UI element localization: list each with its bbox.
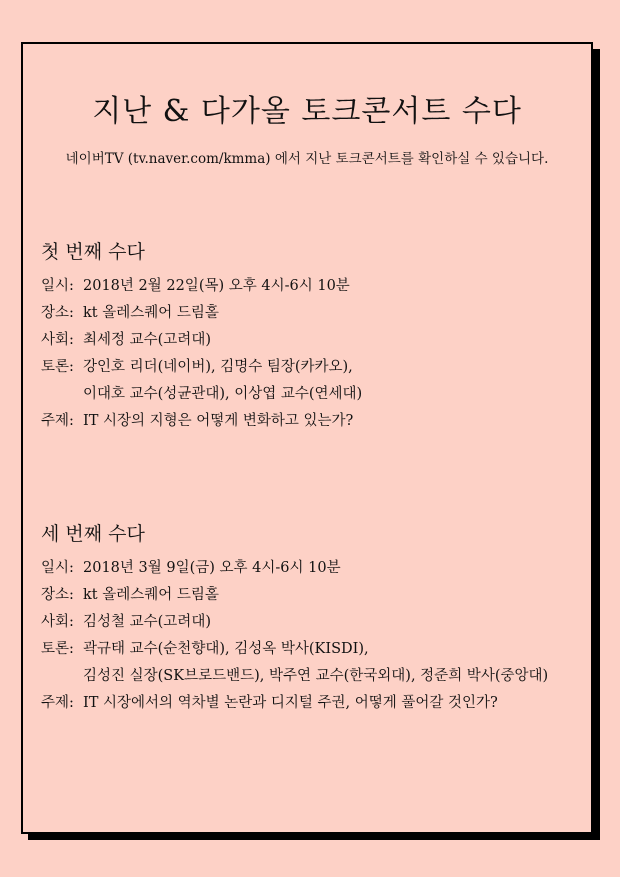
panel-label: 토론: (41, 641, 74, 657)
host-label: 사회: (41, 614, 74, 630)
panel-value-line1: 곽규태 교수(순천향대), 김성옥 박사(KISDI), (83, 641, 369, 657)
venue-label: 장소: (41, 587, 74, 603)
session-heading: 첫 번째 수다 (41, 241, 145, 263)
session-first (41, 238, 581, 439)
session-host (41, 613, 581, 632)
session-panel-continued (41, 385, 581, 404)
datetime-label: 일시: (41, 278, 74, 294)
session-datetime (41, 277, 581, 296)
poster-card (21, 42, 593, 834)
host-value: 김성철 교수(고려대) (83, 614, 211, 630)
venue-value: kt 올레스퀘어 드림홀 (83, 587, 219, 603)
topic-value: IT 시장의 지형은 어떻게 변화하고 있는가? (83, 413, 354, 429)
topic-label: 주제: (41, 695, 74, 711)
session-third (41, 520, 581, 721)
session-topic (41, 694, 581, 713)
session-topic (41, 412, 581, 431)
host-value: 최세정 교수(고려대) (83, 332, 211, 348)
session-panel (41, 640, 581, 659)
session-venue (41, 586, 581, 605)
panel-value-line2: 김성진 실장(SK브로드밴드), 박주연 교수(한국외대), 정준희 박사(중앙대) (83, 668, 549, 684)
datetime-value: 2018년 2월 22일(목) 오후 4시-6시 10분 (83, 278, 350, 294)
session-panel-continued (41, 667, 581, 686)
page-subtitle: 네이버TV (tv.naver.com/kmma) 에서 지난 토크콘서트를 확인하실 수 있습니다. (65, 151, 549, 167)
session-heading: 세 번째 수다 (41, 523, 145, 545)
panel-value-line1: 강인호 리더(네이버), 김명수 팀장(카카오), (83, 359, 353, 375)
topic-label: 주제: (41, 413, 74, 429)
session-panel (41, 358, 581, 377)
datetime-value: 2018년 3월 9일(금) 오후 4시-6시 10분 (83, 560, 341, 576)
host-label: 사회: (41, 332, 74, 348)
panel-label: 토론: (41, 359, 74, 375)
session-host (41, 331, 581, 350)
datetime-label: 일시: (41, 560, 74, 576)
page-title: 지난 & 다가올 토크콘서트 수다 (92, 94, 522, 129)
venue-value: kt 올레스퀘어 드림홀 (83, 305, 219, 321)
session-datetime (41, 559, 581, 578)
topic-value: IT 시장에서의 역차별 논란과 디지털 주권, 어떻게 풀어갈 것인가? (83, 695, 498, 711)
panel-value-line2: 이대호 교수(성균관대), 이상엽 교수(연세대) (83, 386, 363, 402)
venue-label: 장소: (41, 305, 74, 321)
session-venue (41, 304, 581, 323)
